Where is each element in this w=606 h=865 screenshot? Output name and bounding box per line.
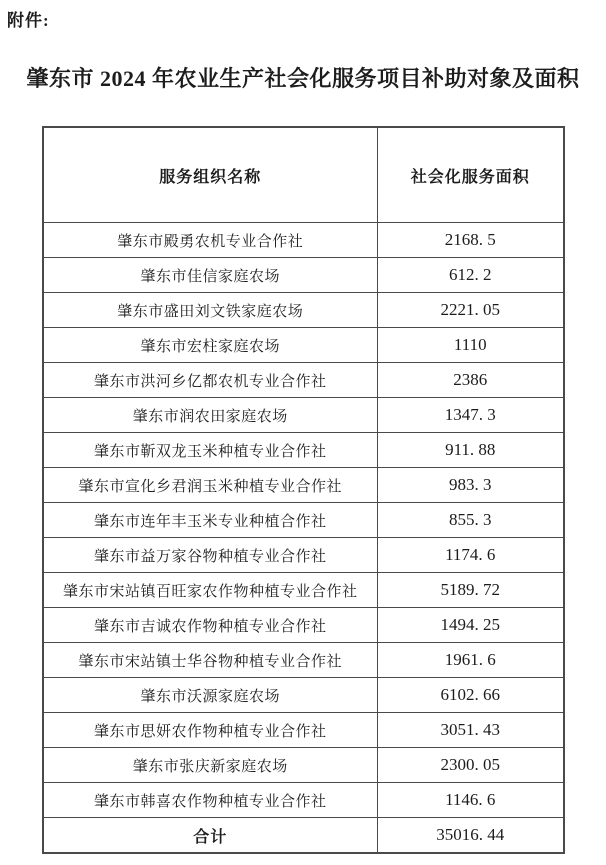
area-value-cell: 2221. 05: [377, 293, 564, 328]
area-value-cell: 983. 3: [377, 468, 564, 503]
org-name-cell: 肇东市思妍农作物种植专业合作社: [43, 713, 377, 748]
org-name-cell: 肇东市润农田家庭农场: [43, 398, 377, 433]
table-row: [43, 643, 564, 678]
org-name-cell: 肇东市殿勇农机专业合作社: [43, 223, 377, 258]
table-body: [43, 223, 564, 818]
area-value-cell: 6102. 66: [377, 678, 564, 713]
table-row: [43, 573, 564, 608]
org-name-cell: 肇东市张庆新家庭农场: [43, 748, 377, 783]
area-value-cell: 2386: [377, 363, 564, 398]
org-name-cell: 肇东市连年丰玉米专业种植合作社: [43, 503, 377, 538]
org-name-cell: 肇东市韩喜农作物种植专业合作社: [43, 783, 377, 818]
org-name-cell: 肇东市沃源家庭农场: [43, 678, 377, 713]
org-name-cell: 肇东市宣化乡君润玉米种植专业合作社: [43, 468, 377, 503]
area-value-cell: 1347. 3: [377, 398, 564, 433]
area-value-cell: 5189. 72: [377, 573, 564, 608]
area-value-cell: 612. 2: [377, 258, 564, 293]
subsidy-table: [42, 126, 565, 854]
table-row: [43, 783, 564, 818]
table-row: [43, 748, 564, 783]
area-value-cell: 855. 3: [377, 503, 564, 538]
org-name-cell: 肇东市盛田刘文铁家庭农场: [43, 293, 377, 328]
area-value-cell: 1110: [377, 328, 564, 363]
table-row: [43, 433, 564, 468]
table-row: [43, 223, 564, 258]
table-row: [43, 328, 564, 363]
area-value-cell: 3051. 43: [377, 713, 564, 748]
org-name-cell: 肇东市洪河乡亿都农机专业合作社: [43, 363, 377, 398]
table-row: [43, 713, 564, 748]
org-name-cell: 肇东市宋站镇百旺家农作物种植专业合作社: [43, 573, 377, 608]
table-row: [43, 678, 564, 713]
table-row: [43, 468, 564, 503]
column-header-area: 社会化服务面积: [377, 127, 564, 223]
area-value-cell: 2300. 05: [377, 748, 564, 783]
org-name-cell: 肇东市益万家谷物种植专业合作社: [43, 538, 377, 573]
page-title: 肇东市 2024 年农业生产社会化服务项目补助对象及面积: [26, 66, 580, 91]
org-name-cell: 肇东市佳信家庭农场: [43, 258, 377, 293]
table-header-row: [43, 127, 564, 223]
org-name-cell: 肇东市宋站镇士华谷物种植专业合作社: [43, 643, 377, 678]
column-header-org: 服务组织名称: [43, 127, 377, 223]
table-row: [43, 503, 564, 538]
table-row: [43, 398, 564, 433]
area-value-cell: 911. 88: [377, 433, 564, 468]
area-value-cell: 1494. 25: [377, 608, 564, 643]
table-row: [43, 538, 564, 573]
attachment-label: 附件:: [7, 11, 50, 30]
org-name-cell: 肇东市靳双龙玉米种植专业合作社: [43, 433, 377, 468]
total-label-cell: 合计: [43, 818, 377, 854]
area-value-cell: 1174. 6: [377, 538, 564, 573]
area-value-cell: 1961. 6: [377, 643, 564, 678]
org-name-cell: 肇东市吉诚农作物种植专业合作社: [43, 608, 377, 643]
area-value-cell: 1146. 6: [377, 783, 564, 818]
table-row: [43, 608, 564, 643]
total-area-cell: 35016. 44: [377, 818, 564, 854]
area-value-cell: 2168. 5: [377, 223, 564, 258]
table-row: [43, 293, 564, 328]
table-row: [43, 363, 564, 398]
table-row: [43, 258, 564, 293]
org-name-cell: 肇东市宏柱家庭农场: [43, 328, 377, 363]
table-total-row: [43, 818, 564, 854]
